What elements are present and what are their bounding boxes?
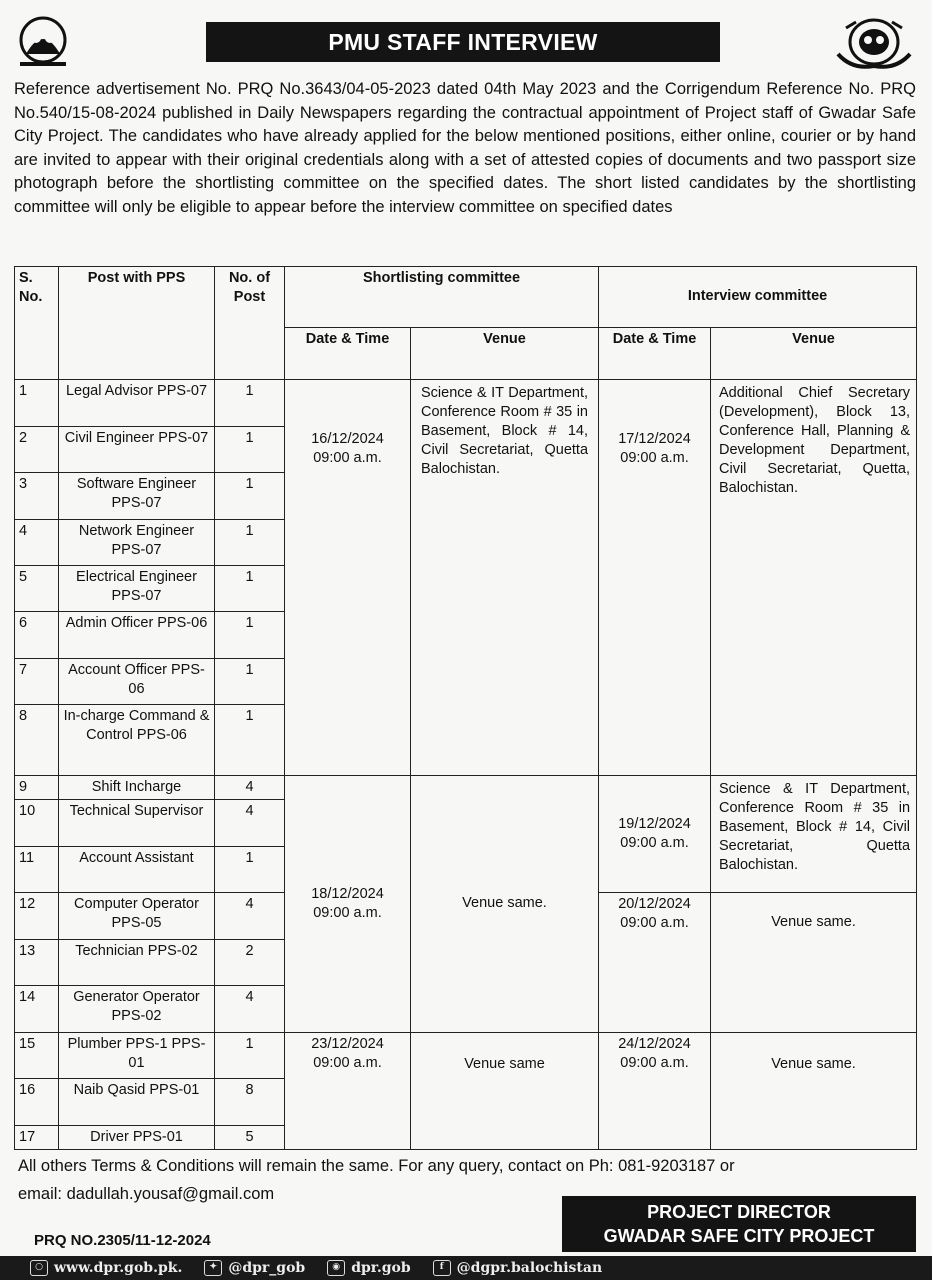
- group1-shortlisting-venue: Science & IT Department, Conference Room # 35 in Basement, Block # 14, Civil Secretariat, Quetta Balochistan.: [411, 380, 599, 776]
- group2-shortlisting-venue: Venue same.: [411, 776, 599, 1033]
- group1-interview-venue: Additional Chief Secretary (Development), Block 13, Conference Hall, Planning & Development Department, Civil Secretariat, Quetta, Balochistan.: [711, 380, 917, 776]
- group2-iv-venue-b-text: Venue same.: [771, 914, 856, 931]
- table-row: [15, 776, 917, 800]
- row-count: 2: [215, 939, 285, 985]
- signature-block: [562, 1196, 916, 1252]
- row-post: Computer Operator PPS-05: [59, 893, 215, 939]
- header-sl-venue: Venue: [411, 327, 599, 380]
- group3-iv-venue-text: Venue same.: [771, 1055, 856, 1072]
- director-title: PROJECT DIRECTOR: [647, 1202, 831, 1222]
- group2-shortlisting-datetime: [285, 776, 411, 1033]
- row-sno: 2: [15, 426, 59, 472]
- prq-number: PRQ NO.2305/11-12-2024: [34, 1232, 211, 1249]
- intro-paragraph: Reference advertisement No. PRQ No.3643/04-05-2023 dated 04th May 2023 and the Corrigendum Reference No. PRQ No.540/15-08-2024 published in Daily Newspapers regarding the contractual appointment of Project staff of Gwadar Safe City Project. The candidates who have already applied for the below mentioned positions, either online, courier or by hand are invited to appear with their original credentials along with a set of attested copies of documents and two passport size photograph before the shortlisting committee on the specified dates. The short listed candidates by the shortlisting committee will only be eligible to appear before the interview committee on specified dates: [14, 80, 916, 216]
- row-post: Software Engineer PPS-07: [59, 473, 215, 519]
- row-post: Legal Advisor PPS-07: [59, 380, 215, 426]
- row-sno: 8: [15, 705, 59, 776]
- group2-interview-datetime-b: [599, 893, 711, 1032]
- header-post: Post with PPS: [59, 267, 215, 380]
- row-post: Naib Qasid PPS-01: [59, 1079, 215, 1125]
- interview-schedule-table: [14, 266, 917, 1150]
- twitter-icon: ✦: [204, 1260, 222, 1276]
- facebook-icon: f: [433, 1260, 451, 1276]
- page-title: PMU STAFF INTERVIEW: [206, 22, 720, 62]
- row-count: 1: [215, 612, 285, 658]
- group3-sl-venue-text: Venue same: [464, 1055, 545, 1072]
- row-count: 4: [215, 986, 285, 1032]
- facebook-text: @dgpr.balochistan: [456, 1260, 603, 1276]
- group3-interview-venue: [711, 1032, 917, 1149]
- twitter-link[interactable]: [204, 1260, 305, 1276]
- table-row: [15, 380, 917, 426]
- row-count: 4: [215, 800, 285, 846]
- row-sno: 17: [15, 1125, 59, 1149]
- row-count: 1: [215, 426, 285, 472]
- row-count: 1: [215, 380, 285, 426]
- table-row: [15, 1032, 917, 1078]
- row-sno: 4: [15, 519, 59, 565]
- header-interview-committee: Interview committee: [599, 267, 917, 328]
- row-sno: 7: [15, 658, 59, 704]
- group2-iv-time-b: 09:00 a.m.: [620, 915, 689, 932]
- row-sno: 3: [15, 473, 59, 519]
- row-count: 8: [215, 1079, 285, 1125]
- facebook-link[interactable]: [433, 1260, 602, 1276]
- group3-shortlisting-datetime: [285, 1032, 411, 1149]
- row-post: Technical Supervisor: [59, 800, 215, 846]
- group1-shortlisting-datetime: [285, 380, 411, 776]
- row-sno: 5: [15, 566, 59, 612]
- instagram-icon: ◉: [327, 1260, 345, 1276]
- row-post: Account Officer PPS-06: [59, 658, 215, 704]
- group2-iv-date-b: 20/12/2024: [618, 896, 691, 913]
- header-iv-venue: Venue: [711, 327, 917, 380]
- header-sl-date-time: Date & Time: [285, 327, 411, 380]
- group3-interview-datetime: [599, 1032, 711, 1149]
- group2-iv-date-a: 19/12/2024: [618, 816, 691, 833]
- group1-iv-date: 17/12/2024: [618, 431, 691, 448]
- row-sno: 12: [15, 893, 59, 939]
- row-post: In-charge Command & Control PPS-06: [59, 705, 215, 776]
- row-post: Shift Incharge: [59, 776, 215, 800]
- row-post: Driver PPS-01: [59, 1125, 215, 1149]
- group1-sl-date: 16/12/2024: [311, 431, 384, 448]
- project-name: GWADAR SAFE CITY PROJECT: [603, 1226, 875, 1246]
- group2-iv-time-a: 09:00 a.m.: [620, 835, 689, 852]
- contact-email[interactable]: email: dadullah.yousaf@gmail.com: [18, 1185, 275, 1203]
- row-sno: 13: [15, 939, 59, 985]
- government-emblem-left-icon: [14, 14, 72, 70]
- group2-interview-venue-b: [711, 893, 917, 1032]
- group3-sl-date: 23/12/2024: [311, 1035, 384, 1052]
- row-post: Plumber PPS-1 PPS-01: [59, 1032, 215, 1078]
- row-count: 1: [215, 519, 285, 565]
- row-post: Network Engineer PPS-07: [59, 519, 215, 565]
- group2-sl-date: 18/12/2024: [311, 885, 384, 902]
- group3-iv-time: 09:00 a.m.: [620, 1054, 689, 1071]
- row-sno: 6: [15, 612, 59, 658]
- row-post: Account Assistant: [59, 846, 215, 892]
- instagram-link[interactable]: [327, 1260, 410, 1276]
- row-post: Admin Officer PPS-06: [59, 612, 215, 658]
- terms-line: All others Terms & Conditions will remain the same. For any query, contact on Ph: 081-9203187 or: [18, 1157, 735, 1175]
- row-sno: 11: [15, 846, 59, 892]
- government-emblem-right-icon: [832, 14, 916, 70]
- twitter-text: @dpr_gob: [228, 1260, 306, 1276]
- header-count: No. of Post: [215, 267, 285, 380]
- header-iv-date-time: Date & Time: [599, 327, 711, 380]
- group2-sl-time: 09:00 a.m.: [313, 904, 382, 921]
- website-link[interactable]: [30, 1260, 182, 1276]
- row-count: 1: [215, 473, 285, 519]
- group2-interview-datetime-a: [599, 776, 711, 893]
- header-shortlisting-committee: Shortlisting committee: [285, 267, 599, 328]
- row-sno: 14: [15, 986, 59, 1032]
- row-sno: 10: [15, 800, 59, 846]
- row-post: Technician PPS-02: [59, 939, 215, 985]
- row-count: 1: [215, 658, 285, 704]
- row-post: Generator Operator PPS-02: [59, 986, 215, 1032]
- row-count: 4: [215, 893, 285, 939]
- globe-icon: ○: [30, 1260, 48, 1276]
- row-sno: 9: [15, 776, 59, 800]
- row-sno: 1: [15, 380, 59, 426]
- row-count: 4: [215, 776, 285, 800]
- row-sno: 16: [15, 1079, 59, 1125]
- website-text: www.dpr.gob.pk.: [54, 1260, 183, 1276]
- group1-interview-datetime: [599, 380, 711, 776]
- social-media-bar: [0, 1256, 932, 1280]
- row-count: 1: [215, 1032, 285, 1078]
- row-post: Electrical Engineer PPS-07: [59, 566, 215, 612]
- group3-sl-time: 09:00 a.m.: [313, 1054, 382, 1071]
- row-count: 1: [215, 705, 285, 776]
- instagram-text: dpr.gob: [351, 1260, 411, 1276]
- header-sno: S. No.: [15, 267, 59, 380]
- row-count: 1: [215, 566, 285, 612]
- row-count: 5: [215, 1125, 285, 1149]
- group1-sl-time: 09:00 a.m.: [313, 450, 382, 467]
- group2-interview-venue-a: Science & IT Department, Conference Room # 35 in Basement, Block # 14, Civil Secretariat, Quetta Balochistan.: [711, 776, 917, 893]
- group1-iv-time: 09:00 a.m.: [620, 450, 689, 467]
- group3-shortlisting-venue: [411, 1032, 599, 1149]
- group3-iv-date: 24/12/2024: [618, 1035, 691, 1052]
- row-sno: 15: [15, 1032, 59, 1078]
- row-post: Civil Engineer PPS-07: [59, 426, 215, 472]
- row-count: 1: [215, 846, 285, 892]
